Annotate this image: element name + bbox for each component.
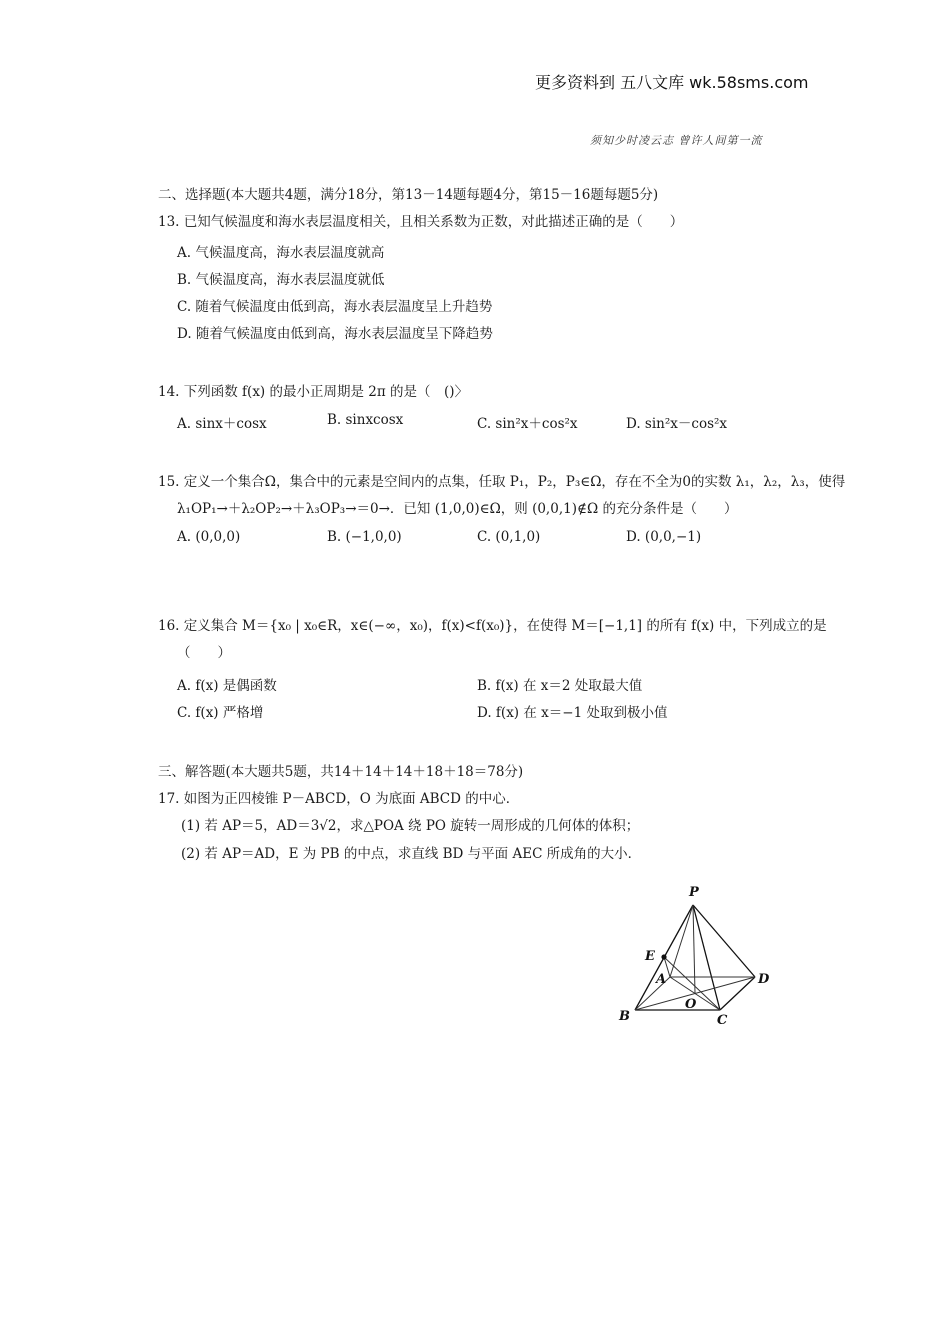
q16-option-d: D. f(x) 在 x＝−1 处取到极小值 [477,705,668,721]
q14-option-d: D. sin²x－cos²x [626,416,728,432]
label-d: D [758,972,770,987]
watermark-text: 更多资料到 五八文库 wk.58sms.com [535,73,809,92]
label-p: P [689,885,699,900]
q14-option-a: A. sinx＋cosx [177,416,267,432]
q15-stem-line1: 15. 定义一个集合Ω，集合中的元素是空间内的点集，任取 P₁，P₂，P₃∈Ω，存在不全为0的实数 λ₁，λ₂，λ₃，使得 [158,474,846,490]
q16-option-b: B. f(x) 在 x＝2 处取最大值 [477,678,643,694]
q15-option-a: A. (0,0,0) [177,529,241,545]
label-b: B [619,1009,630,1024]
q14-stem: 14. 下列函数 f(x) 的最小正周期是 2π 的是（ ()〉 [158,384,469,400]
q17-part1: (1) 若 AP＝5，AD＝3√2，求△POA 绕 PO 旋转一周形成的几何体的体积； [181,818,640,834]
q16-option-a: A. f(x) 是偶函数 [177,678,277,694]
q15-stem-line2: λ₁OP₁→＋λ₂OP₂→＋λ₃OP₃→＝0→．已知 (1,0,0)∈Ω，则 (0,0,1)∉Ω 的充分条件是（ ） [177,501,738,517]
q14-option-c: C. sin²x＋cos²x [477,416,578,432]
edge-po [693,905,695,993]
q17-part2: (2) 若 AP＝AD，E 为 PB 的中点，求直线 BD 与平面 AEC 所成角的大小． [181,846,642,862]
motto-text: 须知少时凌云志 曾许人间第一流 [590,134,763,147]
q16-stem-line1: 16. 定义集合 M＝{x₀ | x₀∈R，x∈(−∞，x₀)，f(x)<f(x₀)}，在使得 M＝[−1,1] 的所有 f(x) 中，下列成立的是 [158,618,827,634]
q15-option-b: B. (−1,0,0) [327,529,402,545]
q15-option-c: C. (0,1,0) [477,529,541,545]
q13-option-d: D. 随着气候温度由低到高，海水表层温度呈下降趋势 [177,326,493,342]
q13-option-b: B. 气候温度高，海水表层温度就低 [177,272,385,288]
q13-option-a: A. 气候温度高，海水表层温度就高 [177,245,385,261]
pyramid-figure [615,880,775,1025]
section-2-title: 二、选择题(本大题共4题，满分18分，第13－14题每题4分，第15－16题每题5分) [158,187,659,203]
section-3-title: 三、解答题(本大题共5题，共14＋14＋14＋18＋18＝78分) [158,764,524,780]
q16-stem-line2: （ ） [177,645,231,661]
label-a: A [656,972,667,987]
label-e: E [645,949,655,964]
q13-option-c: C. 随着气候温度由低到高，海水表层温度呈上升趋势 [177,299,493,315]
point-e-marker [661,954,666,959]
q13-stem: 13. 已知气候温度和海水表层温度相关，且相关系数为正数，对此描述正确的是（ ） [158,214,684,230]
label-c: C [717,1013,728,1025]
q15-option-d: D. (0,0,−1) [626,529,702,545]
q17-stem: 17. 如图为正四棱锥 P－ABCD，O 为底面 ABCD 的中心． [158,791,520,807]
label-o: O [685,997,697,1012]
q16-option-c: C. f(x) 严格增 [177,705,264,721]
q14-option-b: B. sinxcosx [327,412,404,428]
